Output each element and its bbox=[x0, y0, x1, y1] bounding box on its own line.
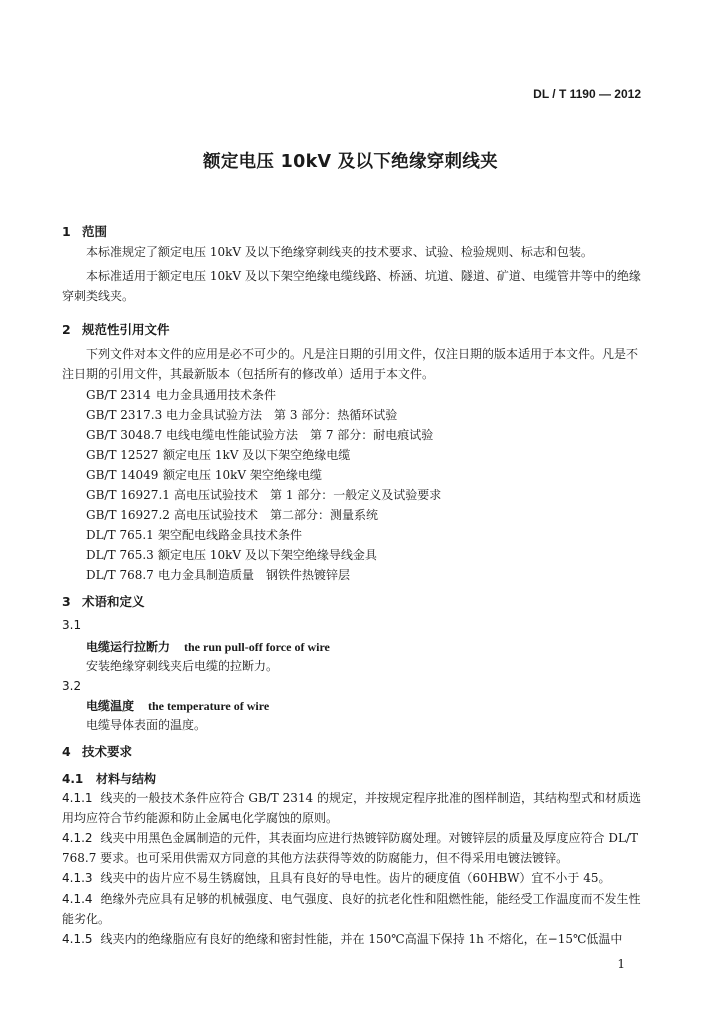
term-name bbox=[86, 697, 269, 714]
page-number: 1 bbox=[617, 957, 625, 971]
section-number: 1 bbox=[62, 224, 71, 239]
reference-item bbox=[86, 526, 302, 543]
term-number: 3.1 bbox=[62, 618, 82, 632]
reference-item bbox=[86, 406, 397, 423]
section-title: 技术要求 bbox=[82, 744, 133, 759]
clause-number: 4.1.4 bbox=[62, 892, 93, 906]
reference-item bbox=[86, 466, 322, 483]
reference-item bbox=[86, 486, 441, 503]
reference-code: DL/T 765.1 bbox=[86, 528, 154, 542]
subsection-heading bbox=[62, 770, 156, 787]
reference-code: DL/T 768.7 bbox=[86, 568, 154, 582]
reference-item bbox=[86, 506, 378, 523]
reference-code: GB/T 14049 bbox=[86, 468, 159, 482]
section-3-heading bbox=[62, 592, 145, 610]
reference-title: 额定电压 1kV 及以下架空绝缘电缆 bbox=[163, 448, 351, 462]
term-definition: 电缆导体表面的温度。 bbox=[86, 718, 207, 732]
reference-item bbox=[86, 546, 377, 563]
reference-code: GB/T 3048.7 bbox=[86, 428, 163, 442]
reference-title: 高电压试验技术 第二部分：测量系统 bbox=[174, 508, 379, 522]
document-code: DL / T 1190 — 2012 bbox=[533, 87, 641, 101]
reference-title: 高电压试验技术 第 1 部分：一般定义及试验要求 bbox=[174, 488, 442, 502]
reference-code: GB/T 2317.3 bbox=[86, 408, 163, 422]
clause-text: 绝缘外壳应具有足够的机械强度、电气强度、良好的抗老化性和阻燃性能，能经受工作温度而不发生性能劣化。 bbox=[62, 892, 641, 926]
reference-title: 架空配电线路金具技术条件 bbox=[158, 528, 303, 542]
clause-number: 4.1.1 bbox=[62, 791, 93, 805]
clause-item bbox=[62, 788, 642, 828]
clause-item bbox=[62, 868, 642, 888]
clause-text: 线夹的一般技术条件应符合 GB/T 2314 的规定，并按规定程序批准的图样制造，其结构型式和材质选用均应符合节约能源和防止金属电化学腐蚀的原则。 bbox=[62, 791, 641, 825]
reference-code: GB/T 2314 bbox=[86, 388, 151, 402]
reference-item bbox=[86, 446, 350, 463]
page-title: 额定电压 10kV 及以下绝缘穿刺线夹 bbox=[203, 152, 498, 172]
term-definition: 安装绝缘穿刺线夹后电缆的拉断力。 bbox=[86, 659, 279, 673]
reference-code: DL/T 765.3 bbox=[86, 548, 154, 562]
section-2-intro: 下列文件对本文件的应用是必不可少的。凡是注日期的引用文件，仅注日期的版本适用于本文件。凡是不注日期的引用文件，其最新版本（包括所有的修改单）适用于本文件。 bbox=[62, 347, 639, 381]
term-name-en: the run pull-off force of wire bbox=[184, 640, 330, 654]
reference-title: 额定电压 10kV 及以下架空绝缘导线金具 bbox=[158, 548, 377, 562]
clause-text: 线夹中用黑色金属制造的元件，其表面均应进行热镀锌防腐处理。对镀锌层的质量及厚度应符合 DL/T 768.7 要求。也可采用供需双方同意的其他方法获得等效的防腐能力，但不得采用电镀法镀锌。 bbox=[62, 831, 639, 865]
section-title: 规范性引用文件 bbox=[82, 322, 170, 337]
section-number: 3 bbox=[62, 594, 71, 609]
section-number: 2 bbox=[62, 322, 71, 337]
section-1-heading bbox=[62, 222, 107, 240]
section-title: 范围 bbox=[82, 224, 108, 239]
clause-number: 4.1.3 bbox=[62, 871, 93, 885]
section-title: 术语和定义 bbox=[82, 594, 145, 609]
reference-code: GB/T 16927.2 bbox=[86, 508, 170, 522]
reference-item bbox=[86, 426, 433, 443]
section-2-heading bbox=[62, 320, 170, 338]
reference-code: GB/T 12527 bbox=[86, 448, 159, 462]
reference-title: 额定电压 10kV 架空绝缘电缆 bbox=[163, 468, 322, 482]
term-name bbox=[86, 638, 330, 655]
reference-item bbox=[86, 566, 350, 583]
section-number: 4 bbox=[62, 744, 71, 759]
clause-number: 4.1.5 bbox=[62, 932, 93, 946]
section-1-paragraph-1: 本标准规定了额定电压 10kV 及以下绝缘穿刺线夹的技术要求、试验、检验规则、标志和包装。 bbox=[86, 245, 593, 259]
section-1-paragraph-2: 本标准适用于额定电压 10kV 及以下架空绝缘电缆线路、桥涵、坑道、隧道、矿道、电缆管井等中的绝缘穿刺类线夹。 bbox=[62, 269, 641, 303]
reference-code: GB/T 16927.1 bbox=[86, 488, 170, 502]
clause-text: 线夹中的齿片应不易生锈腐蚀，且具有良好的导电性。齿片的硬度值（60HBW）宜不小于 45。 bbox=[100, 871, 611, 885]
clause-text: 线夹内的绝缘脂应有良好的绝缘和密封性能，并在 150℃高温下保持 1h 不熔化，在−15℃低温中 bbox=[100, 932, 623, 946]
term-name-zh: 电缆温度 bbox=[86, 699, 135, 713]
clause-item bbox=[62, 889, 642, 929]
reference-item bbox=[86, 386, 276, 403]
reference-title: 电力金具试验方法 第 3 部分：热循环试验 bbox=[166, 408, 398, 422]
term-name-zh: 电缆运行拉断力 bbox=[86, 640, 171, 654]
clause-item bbox=[62, 828, 642, 868]
subsection-title: 材料与结构 bbox=[96, 772, 157, 786]
section-4-heading bbox=[62, 742, 132, 760]
reference-title: 电力金具制造质量 钢铁件热镀锌层 bbox=[158, 568, 351, 582]
subsection-number: 4.1 bbox=[62, 772, 84, 786]
clause-number: 4.1.2 bbox=[62, 831, 93, 845]
term-number: 3.2 bbox=[62, 679, 82, 693]
reference-title: 电线电缆电性能试验方法 第 7 部分：耐电痕试验 bbox=[166, 428, 434, 442]
reference-title: 电力金具通用技术条件 bbox=[156, 388, 277, 402]
term-name-en: the temperature of wire bbox=[148, 699, 270, 713]
clause-item bbox=[62, 929, 642, 949]
